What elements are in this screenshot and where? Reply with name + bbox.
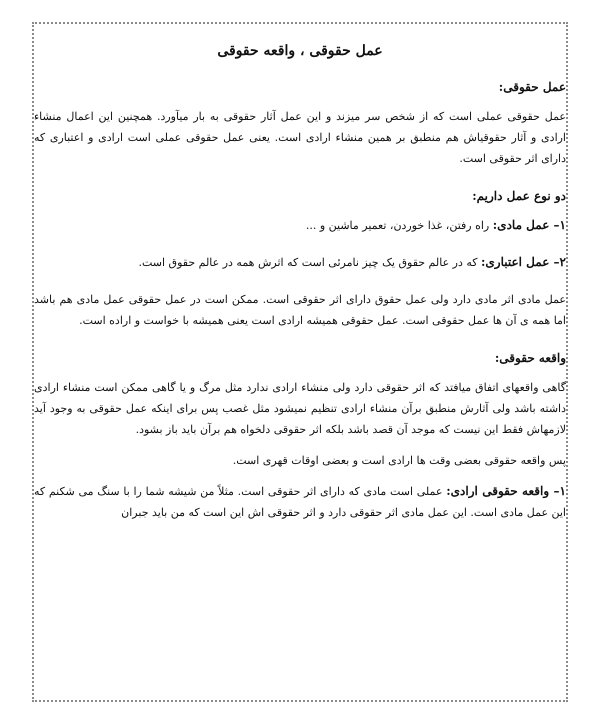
- voluntary-fact-label: ۱– واقعه حقوقی ارادی:: [446, 484, 566, 498]
- comparison-paragraph: عمل مادی اثر مادی دارد ولی عمل حقوق دارای اثر حقوقی است. ممکن است در عمل حقوقی عمل مادی هم باشد اما همه ی آن ها عمل حقوقی است. عمل حقوقی همیشه ارادی است یعنی همیشه با خواست و اراده است.: [34, 293, 566, 327]
- legal-fact-paragraph: گاهی واقعهای اتفاق میافتد که اثر حقوقی دارد ولی منشاء ارادی ندارد مثل مرگ و یا گاهی ممکن است منشاء ارادی داشته باشد ولی آثارش منطبق برآن منشاء ارادی تنظیم نمیشود مثل غصب پس برای اینکه عمل حقوقی به وجود آید لازمهاش فقط این نیست که موجد آن قصد باشد بلکه اثر حقوقی دلخواه هم برآن باید باز بشود.: [34, 381, 566, 436]
- two-types-heading: دو نوع عمل داریم:: [472, 189, 566, 203]
- conventional-act-text: که در عالم حقوق یک چیز نامرئی است که اثرش همه در عالم حقوق است.: [138, 256, 481, 269]
- page-title: عمل حقوقی ، واقعه حقوقی: [217, 43, 383, 59]
- conventional-act-label: ۲– عمل اعتباری:: [480, 255, 566, 269]
- voluntary-fact-item: [34, 481, 566, 523]
- legal-fact-heading: واقعه حقوقی:: [494, 351, 566, 365]
- conventional-act-item: [34, 252, 566, 273]
- voluntary-fact-text: عملی است مادی که دارای اثر حقوقی است. مثلاً من شیشه شما را با سنگ می شکنم که این عمل مادی است. این عمل مادی اثر حقوقی دارد و اثر حقوقی اش این است که من باید جبران: [34, 485, 566, 519]
- material-act-label: ۱– عمل مادی:: [492, 218, 566, 232]
- document-body: [34, 40, 566, 539]
- material-act-text: راه رفتن، غذا خوردن، تعمیر ماشین و ...: [305, 219, 493, 232]
- legal-act-paragraph: عمل حقوقی عملی است که از شخص سر میزند و این عمل آثار حقوقی به بار میآورد. همچنین این اعمال منشاء ارادی و آثار حقوقیاش هم منطبق بر همین منشاء ارادی است. یعنی عمل حقوقی عملی است ارادی و اعتباری که دارای اثر حقوقی است.: [34, 110, 566, 165]
- material-act-item: [34, 215, 566, 236]
- legal-act-heading: عمل حقوقی:: [498, 80, 566, 94]
- legal-fact-summary: پس واقعه حقوقی بعضی وقت ها ارادی است و بعضی اوقات قهری است.: [232, 454, 566, 467]
